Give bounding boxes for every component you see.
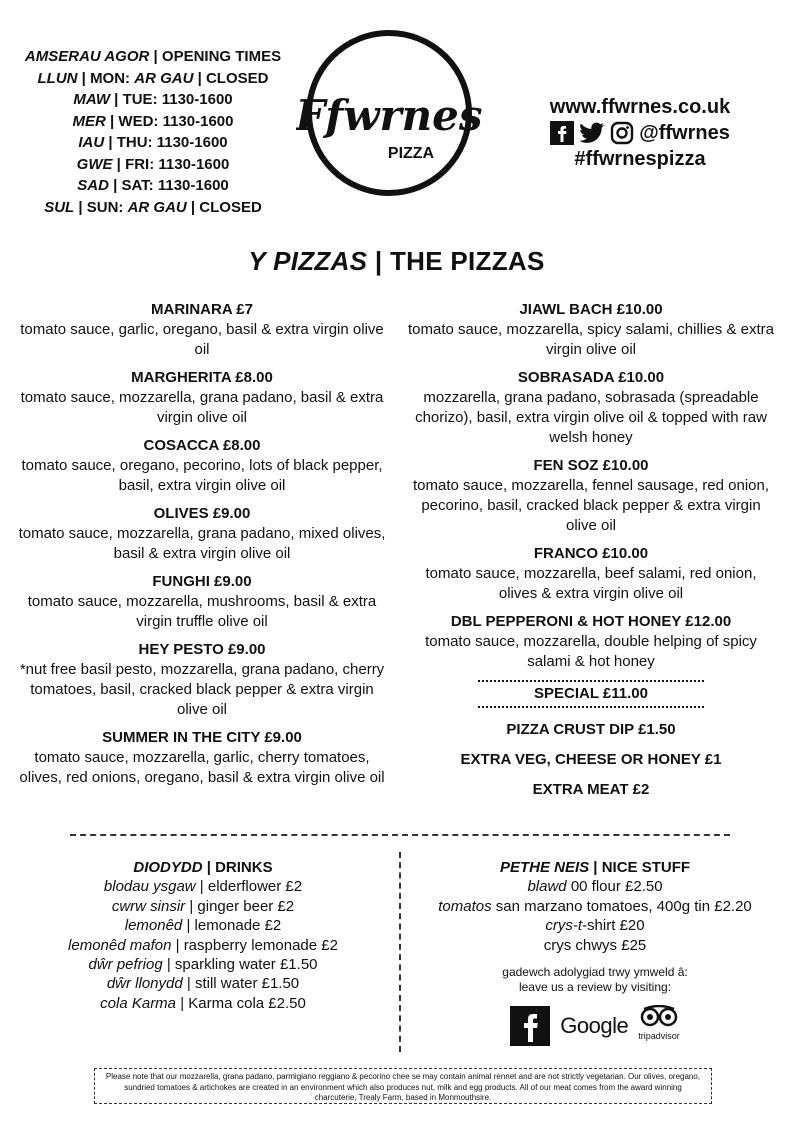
menu-item-desc: tomato sauce, garlic, oregano, basil & extra virgin olive oil (20, 321, 384, 358)
menu-item-name: DBL PEPPERONI & HOT HONEY £12.00 (450, 613, 732, 630)
nice-item: blawd 00 flour £2.50 (527, 878, 663, 896)
nice-stuff-section (410, 858, 780, 1046)
nice-item: tomatos san marzano tomatoes, 400g tin £2.20 (438, 897, 752, 915)
drink-item: lemonêd | lemonade £2 (124, 917, 282, 935)
pizzas-right (408, 300, 774, 810)
logo-badge (296, 30, 482, 196)
menu-item-name: SOBRASADA £10.00 (517, 369, 665, 386)
nice-title: PETHE NEIS | NICE STUFF (499, 859, 691, 876)
menu-item (408, 368, 774, 448)
hours-row: SAD | SAT: 1130-1600 (77, 177, 229, 194)
menu-item (18, 640, 386, 720)
logo-name: Ffwrnes (296, 91, 482, 140)
facebook-icon[interactable] (550, 121, 574, 145)
menu-item (18, 300, 386, 360)
allergen-notice: Please note that our mozzarella, grana padano, parmigiano reggiano & pecorino chee se may contain animal rennet and are not strictly vegetarian. Our olives, oregano, sundried tomatoes & artichokes are created in an environment which also produces nut, milk and egg products. All of our meat comes from the award winning charcuterie, Trealy Farm, based in Monmouthsire. (94, 1068, 712, 1104)
nice-item: crys chwys £25 (543, 936, 647, 954)
menu-item-desc: tomato sauce, mozzarella, double helping of spicy salami & hot honey (425, 633, 757, 670)
menu-item-name: FUNGHI £9.00 (152, 573, 252, 590)
hours-row: GWE | FRI: 1130-1600 (76, 155, 230, 173)
logo (296, 30, 482, 196)
drink-item: cwrw sinsir | ginger beer £2 (111, 897, 295, 915)
hours-row: MAW | TUE: 1130-1600 (73, 91, 233, 108)
menu-item-desc: tomato sauce, mozzarella, grana padano, basil & extra virgin olive oil (20, 389, 384, 426)
menu-item-desc: tomato sauce, oregano, pecorino, lots of black pepper, basil, extra virgin olive oil (21, 457, 383, 494)
menu-item (408, 612, 774, 672)
drink-item: blodau ysgaw | elderflower £2 (103, 878, 303, 896)
menu-item-desc: tomato sauce, mozzarella, mushrooms, basil & extra virgin truffle olive oil (27, 593, 377, 630)
drink-item: dŵr llonydd | still water £1.50 (106, 975, 300, 993)
drinks-section (18, 858, 388, 1013)
menu-item-name: FEN SOZ £10.00 (533, 457, 649, 474)
menu-item (18, 728, 386, 788)
menu-item-name: MARINARA £7 (151, 301, 253, 318)
menu-item-name: HEY PESTO £9.00 (138, 641, 266, 658)
drinks-title: DIODYDD | DRINKS (133, 859, 273, 876)
menu-item (408, 544, 774, 604)
twitter-icon[interactable] (579, 122, 605, 144)
menu-item-name: FRANCO £10.00 (533, 545, 649, 562)
drink-item: cola Karma | Karma cola £2.50 (100, 994, 306, 1012)
drink-item: dŵr pefriog | sparkling water £1.50 (88, 956, 318, 974)
nice-item: crys-t-shirt £20 (545, 917, 645, 935)
menu-item (408, 300, 774, 360)
review-text: gadewch adolygiad trwy ymweld â: leave us a review by visiting: (502, 965, 688, 995)
tripadvisor-label: tripadvisor (638, 1031, 680, 1042)
google-logo[interactable]: Google (560, 1013, 629, 1039)
special-item: SPECIAL £11.00 (478, 680, 704, 708)
menu-item-desc: tomato sauce, mozzarella, grana padano, mixed olives, basil & extra virgin olive oil (18, 525, 386, 562)
website-link[interactable]: www.ffwrnes.co.uk (549, 96, 731, 118)
menu-item (18, 436, 386, 496)
drink-item: lemonêd mafon | raspberry lemonade £2 (68, 936, 338, 954)
tripadvisor-icon (640, 1005, 678, 1027)
menu-item-desc: tomato sauce, mozzarella, fennel sausage, red onion, pecorino, basil, cracked black pepper & extra virgin olive oil (412, 477, 770, 534)
menu-item (18, 368, 386, 428)
menu-item-name: JIAWL BACH £10.00 (519, 301, 663, 318)
page-title: Y PIZZAS | THE PIZZAS (248, 246, 545, 276)
menu-item-desc: tomato sauce, mozzarella, garlic, cherry tomatoes, olives, red onions, oregano, basil & extra virgin olive oil (19, 749, 385, 786)
hours-row: IAU | THU: 1130-1600 (78, 134, 228, 151)
menu-item-name: SUMMER IN THE CITY £9.00 (102, 729, 302, 746)
menu-item-desc: tomato sauce, mozzarella, spicy salami, chillies & extra virgin olive oil (408, 321, 774, 358)
menu-item-desc: tomato sauce, mozzarella, beef salami, red onion, olives & extra virgin olive oil (425, 565, 757, 602)
social-icons (520, 120, 760, 146)
menu-item-name: MARGHERITA £8.00 (131, 369, 273, 386)
facebook-icon[interactable] (510, 1006, 550, 1046)
hashtag: #ffwrnespizza (574, 148, 706, 170)
extra-item: EXTRA VEG, CHEESE OR HONEY £1 (460, 751, 722, 768)
menu-item (18, 572, 386, 632)
logo-sub: PIZZA (387, 145, 435, 162)
review-logos (410, 1005, 780, 1046)
extra-item: PIZZA CRUST DIP £1.50 (506, 721, 676, 738)
hours-row: SUL | SUN: AR GAU | CLOSED (44, 198, 262, 216)
menu-item-desc: *nut free basil pesto, mozzarella, grana padano, cherry tomatoes, basil, cracked black pepper & extra virgin olive oil (19, 661, 385, 718)
hours-title: AMSERAU AGOR | OPENING TIMES (24, 48, 282, 65)
menu-item-name: OLIVES £9.00 (153, 505, 251, 522)
column-divider (399, 852, 401, 1052)
hours-row: MER | WED: 1130-1600 (72, 112, 234, 130)
pizzas-left (18, 300, 386, 796)
social-block (520, 94, 760, 172)
opening-hours (8, 46, 298, 218)
menu-item-name: COSACCA £8.00 (143, 437, 261, 454)
instagram-icon[interactable] (610, 121, 634, 145)
social-handle[interactable]: @ffwrnes (639, 122, 730, 144)
menu-item (18, 504, 386, 564)
tripadvisor-logo[interactable] (638, 1005, 680, 1046)
menu-item-desc: mozzarella, grana padano, sobrasada (spreadable chorizo), basil, extra virgin olive oil & topped with raw welsh honey (415, 389, 767, 446)
extra-item: EXTRA MEAT £2 (532, 781, 650, 798)
menu-item (408, 456, 774, 536)
section-divider (70, 834, 730, 836)
hours-row: LLUN | MON: AR GAU | CLOSED (37, 69, 269, 87)
